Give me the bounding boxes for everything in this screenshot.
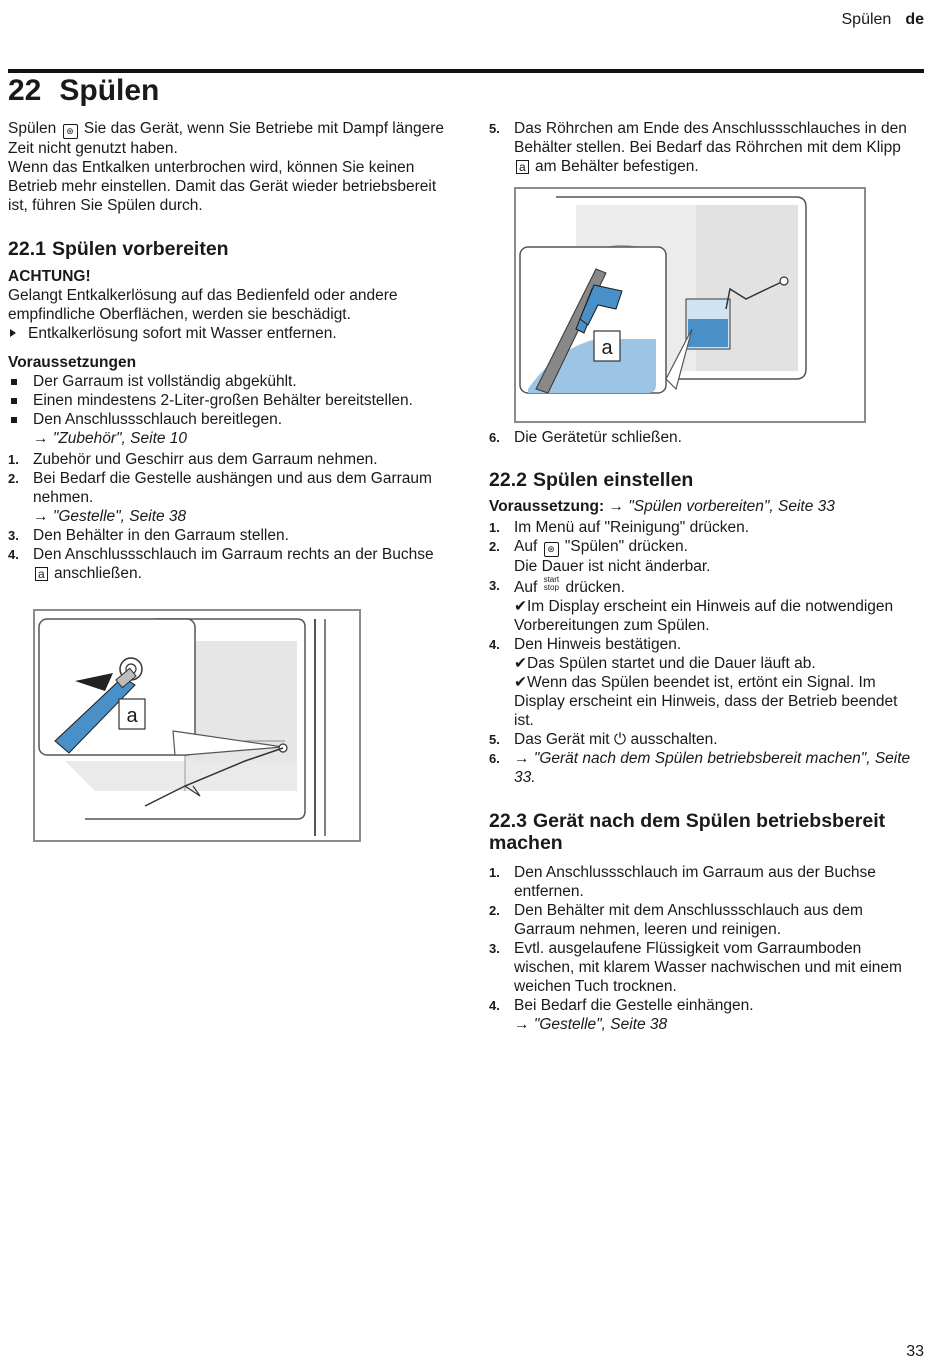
step-text-after: "Spülen" drücken. xyxy=(564,538,688,555)
bullet-icon xyxy=(11,379,17,385)
running-header-section: Spülen xyxy=(841,11,892,28)
result-text: Das Spülen startet und die Dauer läuft ab. xyxy=(527,655,816,672)
container-tube-illustration xyxy=(516,189,864,421)
callout-a-label: a xyxy=(601,337,613,359)
step-text: Das Gerät mit xyxy=(514,731,610,748)
step-number: 3. xyxy=(489,578,500,593)
step-number: 1. xyxy=(489,520,500,535)
left-column xyxy=(8,119,448,727)
list-item-text: Einen mindestens 2-Liter-großen Behälter bereitstellen. xyxy=(33,392,413,409)
step-text: Zubehör und Geschirr aus dem Garraum nehmen. xyxy=(33,451,378,468)
step-item xyxy=(489,863,921,901)
step-list-continued xyxy=(489,119,921,176)
start-stop-top: start xyxy=(543,575,560,584)
result-item xyxy=(489,673,921,730)
list-item xyxy=(8,372,448,391)
result-item xyxy=(489,597,921,635)
step-text: Auf xyxy=(514,538,538,555)
chapter-number: 22 xyxy=(8,74,42,107)
cross-reference-link[interactable]: "Zubehör", Seite 10 xyxy=(52,430,188,447)
running-header-lang: de xyxy=(905,11,924,28)
step-text: Auf xyxy=(514,579,538,596)
section-heading-22-2 xyxy=(489,469,921,491)
step-number: 4. xyxy=(489,998,500,1013)
arrow-right-icon xyxy=(10,329,16,337)
step-number: 2. xyxy=(8,471,19,486)
step-number: 2. xyxy=(489,903,500,918)
step-item xyxy=(489,635,921,654)
step-number: 1. xyxy=(8,452,19,467)
result-text: Im Display erscheint ein Hinweis auf die notwendigen Vorbereitungen zum Spülen. xyxy=(514,598,894,634)
list-item xyxy=(8,391,448,410)
section-number: 22.2 xyxy=(489,469,527,491)
right-column xyxy=(489,119,921,1034)
intro-paragraph-2: Wenn das Entkalken unterbrochen wird, können Sie keinen Betrieb mehr einstellen. Damit das Gerät wieder betriebsbereit ist, führen Sie Spülen durch. xyxy=(8,159,437,214)
arrow-icon: → xyxy=(514,1016,530,1033)
figure-container-tube xyxy=(514,187,866,423)
cross-reference-link[interactable]: "Gestelle", Seite 38 xyxy=(533,1016,668,1033)
result-text: Wenn das Spülen beendet ist, ertönt ein Signal. Im Display erscheint ein Hinweis, dass der Betrieb beendet ist. xyxy=(514,674,898,729)
step-number: 6. xyxy=(489,430,500,445)
step-list xyxy=(8,450,448,583)
check-icon: ✔ xyxy=(514,655,527,672)
prereq-line xyxy=(489,497,921,516)
warning-action-text: Entkalkerlösung sofort mit Wasser entfernen. xyxy=(28,325,337,342)
step-item xyxy=(8,469,448,526)
prereq-list xyxy=(8,372,448,448)
start-stop-icon xyxy=(544,576,560,592)
step-number: 4. xyxy=(489,637,500,652)
socket-connection-illustration xyxy=(35,611,359,840)
step-number: 5. xyxy=(489,121,500,136)
result-item xyxy=(489,654,921,673)
section-heading-22-3 xyxy=(489,810,921,854)
warning-action xyxy=(8,324,448,343)
figure-socket-connection xyxy=(33,609,361,842)
step-text-after: am Behälter befestigen. xyxy=(535,158,699,175)
step-number: 3. xyxy=(8,528,19,543)
bullet-icon xyxy=(11,417,17,423)
step-text: Den Hinweis bestätigen. xyxy=(514,636,682,653)
section-title: Spülen vorbereiten xyxy=(51,238,229,260)
step-number: 1. xyxy=(489,865,500,880)
step-text: Den Behälter in den Garraum stellen. xyxy=(33,527,289,544)
step-number: 6. xyxy=(489,751,500,766)
cross-reference-link[interactable]: "Gestelle", Seite 38 xyxy=(52,508,187,525)
step-text-after: ausschalten. xyxy=(630,731,718,748)
step-text-after: anschließen. xyxy=(54,565,142,582)
list-item-text: Den Anschlussschlauch bereitlegen. xyxy=(33,411,283,428)
prereq-title: Voraussetzungen xyxy=(8,354,137,371)
section-number: 22.3 xyxy=(489,810,527,832)
cross-reference-link[interactable]: "Spülen vorbereiten", Seite 33 xyxy=(628,498,835,515)
step-item xyxy=(489,730,921,749)
warning-text: Gelangt Entkalkerlösung auf das Bedienfeld oder andere empfindliche Oberflächen, werden sie beschädigt. xyxy=(8,287,398,323)
bullet-icon xyxy=(11,398,17,404)
warning-title: ACHTUNG! xyxy=(8,268,91,285)
step-list-22-2 xyxy=(489,518,921,787)
step-item xyxy=(489,901,921,939)
step-text: Den Behälter mit dem Anschlussschlauch aus dem Garraum nehmen, leeren und reinigen. xyxy=(514,902,863,938)
callout-a-label: a xyxy=(126,705,138,727)
step-item xyxy=(489,428,921,447)
section-title: Gerät nach dem Spülen betriebsbereit machen xyxy=(489,810,886,854)
step-list-22-3 xyxy=(489,863,921,1034)
arrow-icon: → xyxy=(33,508,49,525)
chapter-title-text: Spülen xyxy=(59,74,160,107)
arrow-icon: → xyxy=(514,750,530,767)
step-number: 2. xyxy=(489,539,500,554)
step-number: 5. xyxy=(489,732,500,747)
step-item xyxy=(489,749,921,787)
step-item xyxy=(489,939,921,996)
rinse-icon: ⊛ xyxy=(63,124,78,139)
section-title: Spülen einstellen xyxy=(532,469,694,491)
step-text: Bei Bedarf die Gestelle aushängen und aus dem Garraum nehmen. xyxy=(33,470,432,506)
power-icon: ⏻ xyxy=(613,731,627,748)
rinse-icon: ⊛ xyxy=(544,542,559,557)
step-text-after: drücken. xyxy=(565,579,625,596)
running-header xyxy=(842,10,925,29)
step-number: 4. xyxy=(8,547,19,562)
list-item xyxy=(8,410,448,448)
intro-text-after: Sie das Gerät, wenn Sie Betriebe mit Dampf längere Zeit nicht genutzt haben. xyxy=(8,120,445,157)
step-item xyxy=(489,518,921,537)
arrow-icon: → xyxy=(608,498,624,515)
step-text: Den Anschlussschlauch im Garraum aus der Buchse entfernen. xyxy=(514,864,876,900)
intro-paragraph xyxy=(8,119,448,158)
callout-a-icon: a xyxy=(516,160,529,174)
step-item xyxy=(489,996,921,1034)
start-stop-bottom: stop xyxy=(543,583,559,592)
cross-reference-link[interactable]: "Gerät nach dem Spülen betriebsbereit machen", Seite 33. xyxy=(514,750,911,786)
step-item xyxy=(489,119,921,176)
intro-text-before: Spülen xyxy=(8,120,57,137)
section-number: 22.1 xyxy=(8,238,46,260)
check-icon: ✔ xyxy=(514,674,527,691)
page-number: 33 xyxy=(906,1343,924,1360)
step-item xyxy=(8,545,448,583)
check-icon: ✔ xyxy=(514,598,527,615)
step-text: Den Anschlussschlauch im Garraum rechts an der Buchse xyxy=(33,546,434,563)
step-number: 3. xyxy=(489,941,500,956)
step-text: Im Menü auf "Reinigung" drücken. xyxy=(514,519,750,536)
prereq-label: Voraussetzung: xyxy=(489,498,605,515)
arrow-icon: → xyxy=(33,430,49,447)
step-text: Evtl. ausgelaufene Flüssigkeit vom Garraumboden wischen, mit klarem Wasser nachwischen und mit einem weichen Tuch trocknen. xyxy=(514,940,902,995)
step-text: Bei Bedarf die Gestelle einhängen. xyxy=(514,997,754,1014)
step-list-continued-2 xyxy=(489,428,921,447)
step-subtext: Die Dauer ist nicht änderbar. xyxy=(514,558,711,575)
list-item-text: Der Garraum ist vollständig abgekühlt. xyxy=(33,373,297,390)
step-item xyxy=(8,450,448,469)
step-text: Das Röhrchen am Ende des Anschlussschlauches in den Behälter stellen. Bei Bedarf das Röhrchen mit dem Klipp xyxy=(514,120,907,156)
step-text: Die Gerätetür schließen. xyxy=(514,429,682,446)
chapter-title xyxy=(8,72,159,110)
step-item xyxy=(489,576,921,597)
step-item xyxy=(8,526,448,545)
step-item xyxy=(489,537,921,576)
callout-a-icon: a xyxy=(35,567,48,581)
section-heading-22-1 xyxy=(8,238,448,260)
